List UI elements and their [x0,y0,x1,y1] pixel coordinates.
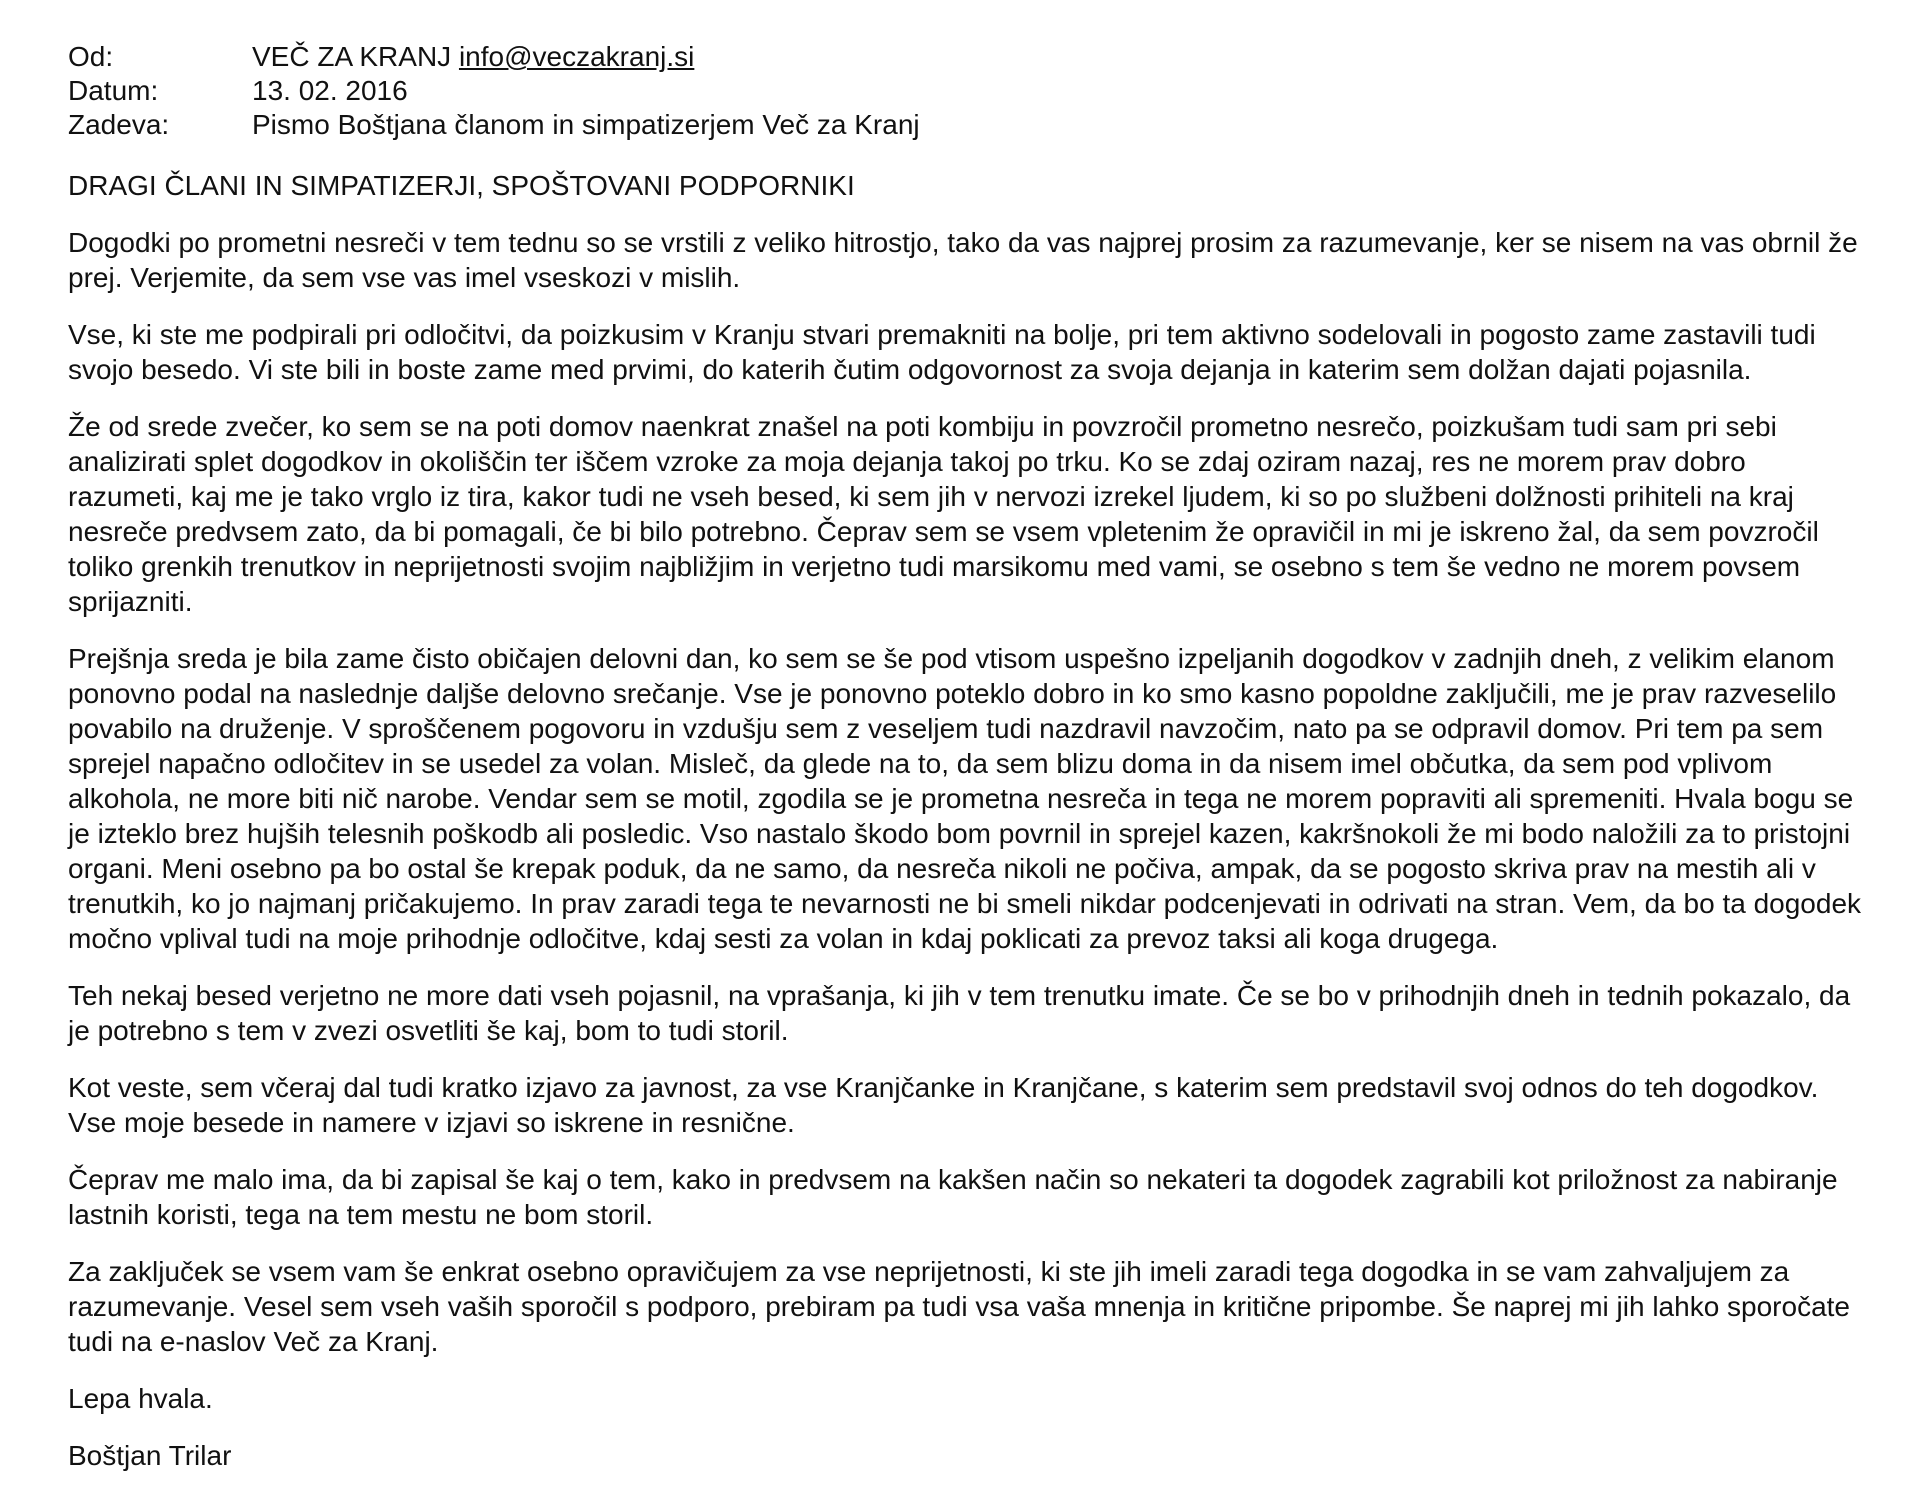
signature: Boštjan Trilar [68,1440,232,1471]
email-letter [68,40,1868,1473]
from-label: Od: [68,41,114,72]
sender-email-link[interactable]: info@veczakranj.si [458,41,695,72]
email-header [68,40,920,142]
closing-line: Lepa hvala. [68,1383,213,1414]
subject-row [68,108,920,142]
body-paragraph-2: Vse, ki ste me podpirali pri odločitvi, da poizkusim v Kranju stvari premakniti na bolje, pri tem aktivno sodelovali in pogosto zame zastavili tudi svojo besedo. Vi ste bili in boste zame med prvimi, do katerih čutim odgovornost za svoja dejanja in katerim sem dolžan dajati pojasnila. [68,319,1816,385]
sender-name: VEČ ZA KRANJ [252,41,452,72]
body-paragraph-7: Čeprav me malo ima, da bi zapisal še kaj o tem, kako in predvsem na kakšen način so nekateri ta dogodek zagrabili kot priložnost za nabiranje lastnih koristi, tega na tem mestu ne bom storil. [68,1164,1838,1230]
date-row [68,74,920,108]
body-paragraph-5: Teh nekaj besed verjetno ne more dati vseh pojasnil, na vprašanja, ki jih v tem trenutku imate. Če se bo v prihodnjih dneh in tednih pokazalo, da je potrebno s tem v zvezi osvetliti še kaj, bom to tudi storil. [68,980,1851,1046]
subject-label: Zadeva: [68,109,170,140]
from-value [252,40,920,74]
salutation: DRAGI ČLANI IN SIMPATIZERJI, SPOŠTOVANI PODPORNIKI [68,170,855,201]
date-value: 13. 02. 2016 [252,75,408,106]
date-label: Datum: [68,75,159,106]
body-paragraph-4: Prejšnja sreda je bila zame čisto običajen delovni dan, ko sem se še pod vtisom uspešno izpeljanih dogodkov v zadnjih dneh, z velikim elanom ponovno podal na naslednje daljše delovno srečanje. Vse je ponovno poteklo dobro in ko smo kasno popoldne zaključili, me je prav razveselilo povabilo na druženje. V sproščenem pogovoru in vzdušju sem z veseljem tudi nazdravil navzočim, nato pa se odpravil domov. Pri tem pa sem sprejel napačno odločitev in se usedel za volan. Misleč, da glede na to, da sem blizu doma in da nisem imel občutka, da sem pod vplivom alkohola, ne more biti nič narobe. Vendar sem se motil, zgodila se je prometna nesreča in tega ne morem popraviti ali spremeniti. Hvala bogu se je izteklo brez hujših telesnih poškodb ali posledic. Vso nastalo škodo bom povrnil in sprejel kazen, kakršnokoli že mi bodo naložili za to pristojni organi. Meni osebno pa bo ostal še krepak poduk, da ne samo, da nesreča nikoli ne počiva, ampak, da se pogosto skriva prav na mestih ali v trenutkih, ko jo najmanj pričakujemo. In prav zaradi tega te nevarnosti ne bi smeli nikdar podcenjevati in odrivati na stran. Vem, da bo ta dogodek močno vplival tudi na moje prihodnje odločitve, kdaj sesti za volan in kdaj poklicati za prevoz taksi ali koga drugega. [68,643,1862,954]
from-row [68,40,920,74]
body-paragraph-8: Za zaključek se vsem vam še enkrat osebno opravičujem za vse neprijetnosti, ki ste jih imeli zaradi tega dogodka in se vam zahvaljujem za razumevanje. Vesel sem vseh vaših sporočil s podporo, prebiram pa tudi vsa vaša mnenja in kritične pripombe. Še naprej mi jih lahko sporočate tudi na e-naslov Več za Kranj. [68,1256,1851,1357]
body-paragraph-3: Že od srede zvečer, ko sem se na poti domov naenkrat znašel na poti kombiju in povzročil prometno nesrečo, poizkušam tudi sam pri sebi analizirati splet dogodkov in okoliščin ter iščem vzroke za moja dejanja takoj po trku. Ko se zdaj oziram nazaj, res ne morem prav dobro razumeti, kaj me je tako vrglo iz tira, kakor tudi ne vseh besed, ki sem jih v nervozi izrekel ljudem, ki so po službeni dolžnosti prihiteli na kraj nesreče predvsem zato, da bi pomagali, če bi bilo potrebno. Čeprav sem se vsem vpletenim že opravičil in mi je iskreno žal, da sem povzročil toliko grenkih trenutkov in neprijetnosti svojim najbližjim in verjetno tudi marsikomu med vami, se osebno s tem še vedno ne morem povsem sprijazniti. [68,411,1819,617]
subject-value: Pismo Boštjana članom in simpatizerjem Več za Kranj [252,109,920,140]
body-paragraph-6: Kot veste, sem včeraj dal tudi kratko izjavo za javnost, za vse Kranjčanke in Kranjčane, s katerim sem predstavil svoj odnos do teh dogodkov. Vse moje besede in namere v izjavi so iskrene in resnične. [68,1072,1819,1138]
body-paragraph-1: Dogodki po prometni nesreči v tem tednu so se vrstili z veliko hitrostjo, tako da vas najprej prosim za razumevanje, ker se nisem na vas obrnil že prej. Verjemite, da sem vse vas imel vseskozi v mislih. [68,227,1858,293]
